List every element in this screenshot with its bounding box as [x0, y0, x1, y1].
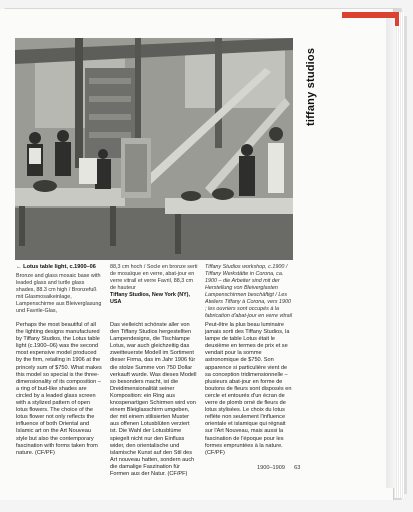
caption-middle-body: 88,3 cm hoch / Socle en bronze serti de mosaïque en verre, abat-jour en verre vitrail et verre Favril, 88,3 cm de hauteur	[110, 264, 198, 291]
caption-left	[16, 264, 104, 315]
running-head	[305, 38, 325, 128]
body-column-french: Peut-être la plus beau luminaire jamais sorti des Tiffany Studios, la lampe de table Lotus était le deuxième en termes de prix et se vendait pour la somme astronomique de $750. Son apparence si particulière vient de sa conception tridimensionnelle – plusieurs abat-jour en forme de boutons de fleurs sont disposés en cercle et entourés d'un écran de verre de plomb orné de fleurs de lotus stylisées. Le choix du lotus reflète non seulement l'influence orientale et islamique qui régnait sur l'Art Nouveau, mais aussi la fascination de l'époque pour les formes empruntées à la nature. (CF/PF)	[205, 322, 292, 456]
folio-page-number: 63	[294, 465, 301, 471]
running-head-text: tiffany studios	[305, 47, 317, 126]
caption-left-body: Bronze and glass mosaic base with leaded glass and turtle glass shades, 88.3 cm high / Bronzefuß mit Glasmosaikeinlage, Lampenschirme aus Bleiverglasung und Favrile-Glas,	[16, 273, 102, 314]
folio-period: 1900–1909	[257, 465, 285, 471]
body-column-german: Das vielleicht schönste aller von den Tiffany Studios hergestellten Lampendesigns, die Tischlampe Lotus, war auch gleichzeitig das zweitteuerste Modell im Sortiment dieser Firma, das im Jahr 1906 für die stolze Summe von 750 Dollar verkauft wurde. Was dieses Modell so besonders macht, ist die Dreidimensionalität seiner Komposition: ein Ring aus knospenartigen Schirmen wird von einem Bleiglasschirm umgeben, der mit einem stilisierten Muster aus offenen Lotusblüten verziert ist. Die Wahl der Lotusblüme spiegelt nicht nur den Einfluss wider, den orientalische und islamische Kunst auf den Stil des Art nouveau hatten, sondern auch die damalige Faszination für Formen aus der Natur. (CF/PF)	[110, 322, 197, 477]
caption-left-title: ← Lotus table light, c.1900–06	[16, 264, 96, 270]
body-column-english: Perhaps the most beautiful of all the lighting designs manufactured by Tiffany Studios, the Lotus table light (c.1900–06) was the second most expensive model produced by the firm, retailing in 1906 at the princely sum of $750. What makes this model so special is the three-dimensionality of its composition – a ring of bud-like shades are circled by a leaded glass screen with a stylized pattern of open lotus flowers. The choice of the lotus flower not only reflects the influence of both Oriental and Islamic art on the Art Nouveau style but also the contemporary fascination with forms taken from nature. (CF/PF)	[16, 322, 102, 456]
caption-right-body: Tiffany Studios workshop, c.1900 / Tiffany Werkstätte in Corona, ca. 1900 – die Arbeiter sind mit der Herstellung von Bleiverglasten Lampenschirmen beschäftigt / Les Ateliers Tiffany à Corona, vers 1900 ; les ouvriers sont occupés à la fabrication d'abat-jour en verre vitrail	[205, 264, 293, 319]
caption-middle-credit: Tiffany Studios, New York (NY), USA	[110, 292, 190, 305]
workshop-photo	[15, 38, 293, 260]
caption-middle	[110, 264, 198, 306]
workshop-photo-illustration	[15, 38, 293, 260]
page-edge-gradient	[386, 12, 396, 488]
red-edge-marker	[395, 12, 399, 26]
page-edge-shadow	[404, 16, 407, 494]
red-tab-marker	[342, 12, 398, 18]
folio	[257, 465, 300, 471]
caption-right	[205, 264, 293, 320]
